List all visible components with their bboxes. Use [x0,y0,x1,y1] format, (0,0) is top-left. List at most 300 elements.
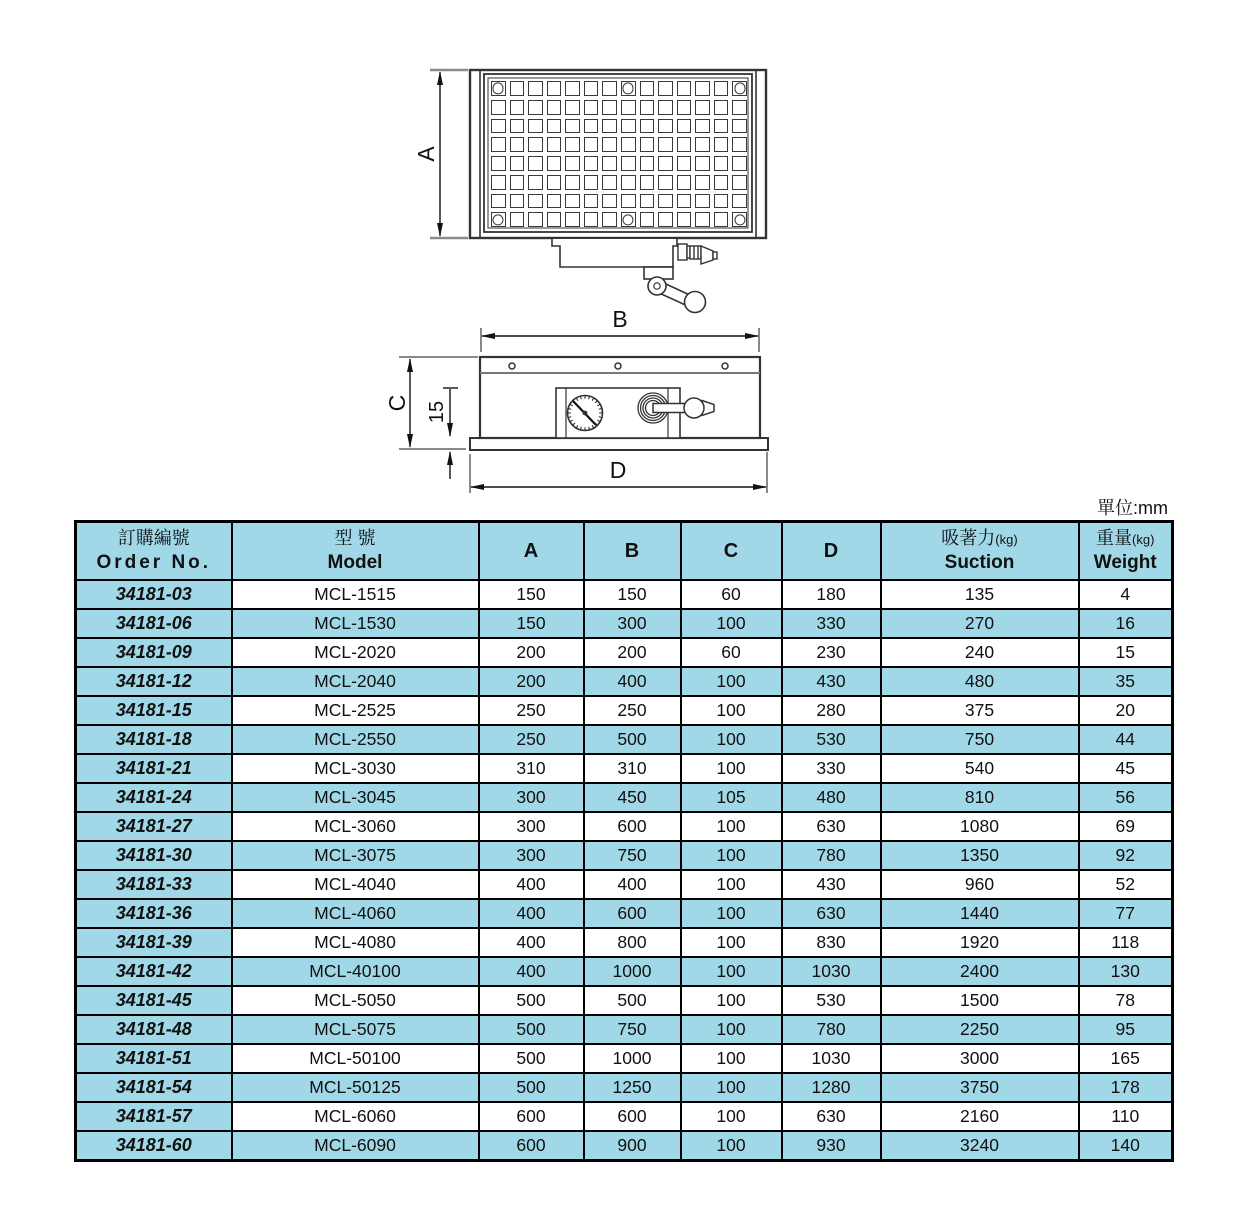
order-no-cell: 34181-45 [76,986,232,1015]
pole-cell [565,119,580,134]
pole-cell [658,100,673,115]
dim-c-cell: 100 [681,812,782,841]
pole-cell [510,137,525,152]
pole-cell [547,175,562,190]
pole-cell [732,194,747,209]
pole-cell [714,156,729,171]
dim-b-cell: 1000 [584,1044,681,1073]
pole-cell [510,194,525,209]
pole-cell [714,100,729,115]
model-cell: MCL-1515 [232,580,479,609]
weight-cell: 44 [1079,725,1173,754]
dim-a-cell: 300 [479,783,584,812]
dim-b-cell: 200 [584,638,681,667]
mount-hole-icon [493,83,504,94]
table-row [76,609,1173,638]
dim-a-cell: 150 [479,609,584,638]
dim-d-cell: 780 [782,841,881,870]
pole-cell [714,212,729,227]
pole-cell [565,81,580,96]
unit-label: 單位:mm [1097,498,1168,518]
pole-cell [640,137,655,152]
pole-cell [677,175,692,190]
model-cell: MCL-40100 [232,957,479,986]
pole-cell [640,119,655,134]
pole-cell [621,156,636,171]
dim-d-cell: 830 [782,928,881,957]
pole-cell [640,175,655,190]
pole-cell [602,194,617,209]
table-row [76,696,1173,725]
pole-cell [640,81,655,96]
dim-d-cell: 330 [782,609,881,638]
model-cell: MCL-5075 [232,1015,479,1044]
base-flange [470,438,768,450]
pole-cell [677,137,692,152]
dim-a-cell: 300 [479,841,584,870]
suction-cell: 540 [881,754,1079,783]
suction-cell: 3750 [881,1073,1079,1102]
dim-d-cell: 430 [782,870,881,899]
dim-b-cell: 600 [584,812,681,841]
pole-cell [714,81,729,96]
model-cell: MCL-4040 [232,870,479,899]
pole-cell [695,119,710,134]
model-cell: MCL-3060 [232,812,479,841]
weight-cell: 92 [1079,841,1173,870]
weight-cell: 52 [1079,870,1173,899]
pole-cell [677,212,692,227]
pole-cell [584,81,599,96]
dim-d-cell: 280 [782,696,881,725]
pole-cell [547,194,562,209]
hose-fitting [678,244,717,264]
dim-a-cell: 400 [479,899,584,928]
order-no-cell: 34181-21 [76,754,232,783]
pole-cell [584,119,599,134]
header-dim-a: A [479,522,584,581]
weight-cell: 118 [1079,928,1173,957]
table-row [76,1073,1173,1102]
dim-d-cell: 930 [782,1131,881,1160]
pole-cell [602,212,617,227]
table-row [76,986,1173,1015]
suction-cell: 240 [881,638,1079,667]
table-row [76,1044,1173,1073]
pole-cell [491,119,506,134]
dim-a-cell: 250 [479,696,584,725]
table-row [76,1131,1173,1160]
suction-cell: 2400 [881,957,1079,986]
pole-cell [584,100,599,115]
dim-a-cell: 500 [479,1073,584,1102]
suction-cell: 3000 [881,1044,1079,1073]
suction-cell: 1500 [881,986,1079,1015]
pole-cell-with-hole [621,81,636,96]
pole-cell [510,156,525,171]
pole-cell [621,175,636,190]
dim-d-cell: 480 [782,783,881,812]
dim-c-cell: 60 [681,638,782,667]
dim-c-cell: 100 [681,899,782,928]
order-no-cell: 34181-30 [76,841,232,870]
weight-cell: 140 [1079,1131,1173,1160]
pole-cell [658,212,673,227]
dim-c-cell: 100 [681,1044,782,1073]
order-no-cell: 34181-09 [76,638,232,667]
header-model: 型 號 Model [232,522,479,581]
header-dim-c: C [681,522,782,581]
order-no-cell: 34181-48 [76,1015,232,1044]
dim-a-cell: 500 [479,1044,584,1073]
dim-b-cell: 750 [584,1015,681,1044]
pole-cell [565,212,580,227]
pole-cell [547,137,562,152]
model-cell: MCL-6060 [232,1102,479,1131]
pole-cell [732,156,747,171]
table-row [76,841,1173,870]
table-row [76,580,1173,609]
model-cell: MCL-6090 [232,1131,479,1160]
technical-drawing [0,0,1240,515]
dim-b-cell: 800 [584,928,681,957]
dim-b-cell: 1250 [584,1073,681,1102]
dim-b-cell: 400 [584,870,681,899]
dim-c-cell: 100 [681,928,782,957]
dim-d-cell: 1030 [782,1044,881,1073]
model-cell: MCL-3030 [232,754,479,783]
dim-c-cell: 105 [681,783,782,812]
pole-cell [584,212,599,227]
pole-cell [621,100,636,115]
dim-c-cell: 60 [681,580,782,609]
pole-cell [510,100,525,115]
model-cell: MCL-5050 [232,986,479,1015]
pole-cell [547,156,562,171]
weight-cell: 110 [1079,1102,1173,1131]
valve-ball [684,398,704,418]
order-no-cell: 34181-42 [76,957,232,986]
table-row [76,1015,1173,1044]
pole-cell [565,137,580,152]
pole-cell [510,119,525,134]
weight-cell: 15 [1079,638,1173,667]
pole-cell [658,119,673,134]
magnet-pole-grid [491,81,747,227]
pole-cell [677,81,692,96]
mount-hole-icon [623,83,634,94]
dim-a-cell: 600 [479,1131,584,1160]
dim-c-cell: 100 [681,841,782,870]
pole-cell [584,175,599,190]
suction-cell: 810 [881,783,1079,812]
pole-cell [528,175,543,190]
suction-cell: 3240 [881,1131,1079,1160]
dim-b-cell: 600 [584,1102,681,1131]
pole-cell [640,156,655,171]
mount-hole-icon [734,214,745,225]
pole-cell [547,81,562,96]
pole-cell [565,156,580,171]
dim-a-cell: 400 [479,870,584,899]
dim-c-cell: 100 [681,1015,782,1044]
order-no-cell: 34181-57 [76,1102,232,1131]
pole-cell [602,156,617,171]
pole-cell [491,194,506,209]
table-row [76,783,1173,812]
pole-cell [658,81,673,96]
pole-cell [714,137,729,152]
dim-c-cell: 100 [681,1131,782,1160]
dim-c-cell: 100 [681,609,782,638]
dim-a-cell: 300 [479,812,584,841]
pole-cell [621,137,636,152]
weight-cell: 16 [1079,609,1173,638]
weight-cell: 78 [1079,986,1173,1015]
table-row [76,667,1173,696]
dim-d-cell: 1280 [782,1073,881,1102]
table-row [76,870,1173,899]
model-cell: MCL-2040 [232,667,479,696]
order-no-cell: 34181-18 [76,725,232,754]
dim-label-c: C [384,394,410,412]
dim-a-cell: 400 [479,928,584,957]
dim-d-cell: 630 [782,899,881,928]
weight-cell: 20 [1079,696,1173,725]
spec-table [74,520,1174,1162]
clamp-handle [644,267,706,313]
model-cell: MCL-1530 [232,609,479,638]
pole-cell [547,119,562,134]
dim-label-15: 15 [426,400,448,424]
dim-d-cell: 780 [782,1015,881,1044]
pole-cell [640,212,655,227]
suction-cell: 1440 [881,899,1079,928]
dim-c-cell: 100 [681,986,782,1015]
dim-d-cell: 430 [782,667,881,696]
pole-cell [602,119,617,134]
dim-c-cell: 100 [681,667,782,696]
pole-cell [658,175,673,190]
order-no-cell: 34181-15 [76,696,232,725]
dim-b-cell: 1000 [584,957,681,986]
pole-cell [584,156,599,171]
pole-cell [565,100,580,115]
model-cell: MCL-50100 [232,1044,479,1073]
pole-cell-with-hole [491,212,506,227]
pole-cell [528,119,543,134]
dim-label-d: D [609,457,627,483]
spec-table-body [76,580,1173,1160]
suction-cell: 1920 [881,928,1079,957]
order-no-cell: 34181-39 [76,928,232,957]
table-row [76,928,1173,957]
pressure-gauge [568,396,603,431]
weight-cell: 165 [1079,1044,1173,1073]
suction-cell: 1350 [881,841,1079,870]
pole-cell [695,212,710,227]
dim-a-cell: 250 [479,725,584,754]
pole-cell [677,119,692,134]
pole-cell [565,194,580,209]
pole-cell [602,175,617,190]
model-cell: MCL-4080 [232,928,479,957]
dim-a-cell: 310 [479,754,584,783]
weight-cell: 130 [1079,957,1173,986]
weight-cell: 69 [1079,812,1173,841]
dim-b-cell: 150 [584,580,681,609]
pole-cell-with-hole [491,81,506,96]
pole-cell-with-hole [732,81,747,96]
dim-b-cell: 500 [584,725,681,754]
order-no-cell: 34181-54 [76,1073,232,1102]
dim-c-cell: 100 [681,754,782,783]
table-row [76,957,1173,986]
mount-hole-icon [493,214,504,225]
dim-d-cell: 630 [782,1102,881,1131]
pole-cell [528,100,543,115]
pole-cell [491,100,506,115]
handle-ball [685,292,706,313]
pole-cell [732,119,747,134]
pole-cell [528,156,543,171]
suction-cell: 1080 [881,812,1079,841]
dim-a-cell: 200 [479,667,584,696]
pole-cell [677,100,692,115]
dim-a-cell: 200 [479,638,584,667]
order-no-cell: 34181-60 [76,1131,232,1160]
order-no-cell: 34181-03 [76,580,232,609]
header-dim-b: B [584,522,681,581]
weight-cell: 35 [1079,667,1173,696]
pole-cell [732,137,747,152]
pole-cell [528,212,543,227]
dim-b-cell: 900 [584,1131,681,1160]
model-cell: MCL-3045 [232,783,479,812]
dim-b-cell: 310 [584,754,681,783]
pole-cell [714,175,729,190]
mount-hole-icon [623,214,634,225]
pole-cell [695,100,710,115]
pole-cell [695,194,710,209]
dim-b-cell: 300 [584,609,681,638]
dim-label-b: B [612,306,628,332]
order-no-cell: 34181-24 [76,783,232,812]
pole-cell [528,194,543,209]
pole-cell-with-hole [621,212,636,227]
pole-cell [640,100,655,115]
dim-c-cell: 100 [681,1073,782,1102]
valve-block [552,239,677,267]
pole-cell [621,194,636,209]
pole-cell [695,156,710,171]
weight-cell: 4 [1079,580,1173,609]
dim-c-cell: 100 [681,696,782,725]
pole-cell [695,81,710,96]
dim-b-cell: 450 [584,783,681,812]
suction-cell: 960 [881,870,1079,899]
dim-c-cell: 100 [681,725,782,754]
pole-cell [510,175,525,190]
pole-cell [602,81,617,96]
suction-cell: 2250 [881,1015,1079,1044]
dim-d-cell: 180 [782,580,881,609]
suction-cell: 270 [881,609,1079,638]
pole-cell [602,100,617,115]
pole-cell [714,194,729,209]
pole-cell [621,119,636,134]
dim-b-cell: 400 [584,667,681,696]
dim-d-cell: 530 [782,725,881,754]
header-order-no: 訂購編號 Order No. [76,522,232,581]
weight-cell: 45 [1079,754,1173,783]
table-row [76,899,1173,928]
dim-d-cell: 330 [782,754,881,783]
dim-a-cell: 600 [479,1102,584,1131]
table-row [76,754,1173,783]
weight-cell: 56 [1079,783,1173,812]
dim-a-cell: 500 [479,1015,584,1044]
weight-cell: 178 [1079,1073,1173,1102]
pole-cell [565,175,580,190]
weight-cell: 77 [1079,899,1173,928]
pole-cell [677,156,692,171]
dim-b-cell: 250 [584,696,681,725]
order-no-cell: 34181-12 [76,667,232,696]
order-no-cell: 34181-51 [76,1044,232,1073]
pole-cell [695,137,710,152]
dim-d-cell: 1030 [782,957,881,986]
side-view-diagram [384,306,768,493]
pole-cell [547,100,562,115]
suction-cell: 480 [881,667,1079,696]
pole-cell [510,81,525,96]
order-no-cell: 34181-27 [76,812,232,841]
dim-label-a: A [413,146,439,162]
dim-c-cell: 100 [681,1102,782,1131]
dim-b-cell: 600 [584,899,681,928]
pole-cell [491,175,506,190]
dim-c-cell: 100 [681,957,782,986]
dim-c-cell: 100 [681,870,782,899]
mount-hole-icon [734,83,745,94]
pole-cell [640,194,655,209]
dim-d-cell: 630 [782,812,881,841]
order-no-cell: 34181-36 [76,899,232,928]
suction-cell: 750 [881,725,1079,754]
dim-d-cell: 530 [782,986,881,1015]
order-no-cell: 34181-33 [76,870,232,899]
table-row [76,812,1173,841]
pole-cell [491,137,506,152]
suction-cell: 2160 [881,1102,1079,1131]
model-cell: MCL-50125 [232,1073,479,1102]
model-cell: MCL-3075 [232,841,479,870]
dim-a-cell: 400 [479,957,584,986]
dim-a-cell: 500 [479,986,584,1015]
pole-cell [602,137,617,152]
pole-cell [510,212,525,227]
dim-d-cell: 230 [782,638,881,667]
suction-cell: 135 [881,580,1079,609]
pole-cell [658,156,673,171]
pole-cell [677,194,692,209]
pole-cell [714,119,729,134]
table-row [76,638,1173,667]
weight-cell: 95 [1079,1015,1173,1044]
header-suction: 吸著力(kg) Suction [881,522,1079,581]
order-no-cell: 34181-06 [76,609,232,638]
